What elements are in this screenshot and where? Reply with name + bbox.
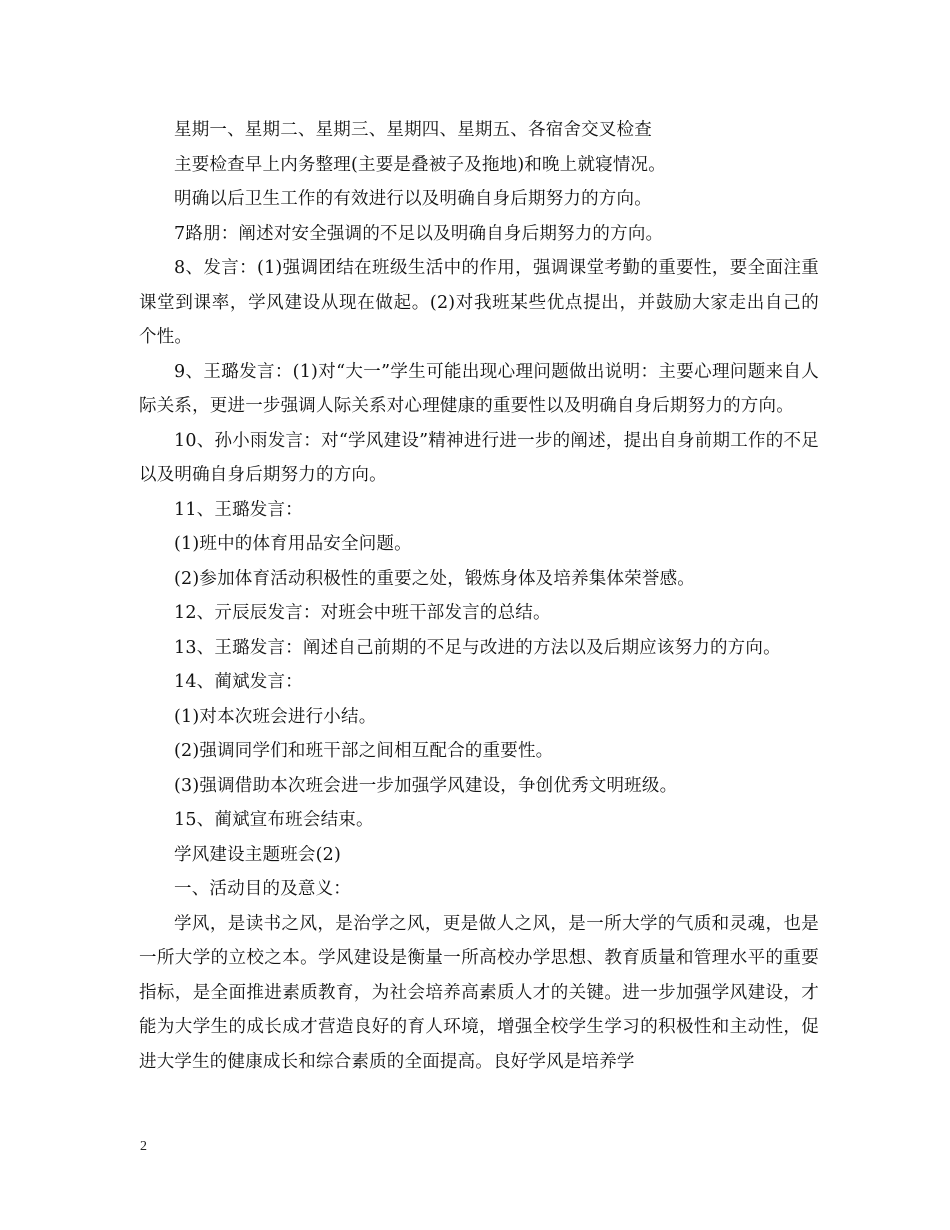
paragraph-item-7: 7路朋：阐述对安全强调的不足以及明确自身后期努力的方向。 <box>174 223 664 244</box>
paragraph-study-style: 学风，是读书之风，是治学之风，更是做人之风，是一所大学的气质和灵魂，也是一所大学的立校之本。学风建设是衡量一所高校办学思想、教育质量和管理水平的重要指标，是全面推进素质教育，为社会培养高素质人才的关键。进一步加强学风建设，才能为大学生的成长成才营造良好的育人环境，增强全校学生学习的积极性和主动性，促进大学生的健康成长和综合素质的全面提高。良好学风是培养学 <box>139 913 819 1072</box>
paragraph-item-13: 13、王璐发言：阐述自己前期的不足与改进的方法以及后期应该努力的方向。 <box>174 637 781 658</box>
paragraph-item-8: 8、发言：(1)强调团结在班级生活中的作用，强调课堂考勤的重要性，要全面注重课堂到课率，学风建设从现在做起。(2)对我班某些优点提出，并鼓励大家走出自己的个性。 <box>139 258 819 347</box>
paragraph-hygiene: 明确以后卫生工作的有效进行以及明确自身后期努力的方向。 <box>174 189 652 209</box>
paragraph-item-15: 15、蔺斌宣布班会结束。 <box>174 810 374 830</box>
paragraph-inspection-days: 星期一、星期二、星期三、星期四、星期五、各宿舍交叉检查 <box>174 120 652 140</box>
paragraph-item-9: 9、王璐发言：(1)对“大一”学生可能出现心理问题做出说明：主要心理问题来自人际关系，更进一步强调人际关系对心理健康的重要性以及明确自身后期努力的方向。 <box>139 361 819 416</box>
subsection-heading: 一、活动目的及意义： <box>174 879 351 899</box>
paragraph-item-14-point-3: (3)强调借助本次班会进一步加强学风建设，争创优秀文明班级。 <box>174 775 678 796</box>
body-text <box>139 113 819 1079</box>
page-number: 2 <box>140 1139 147 1154</box>
paragraph-inspection-content: 主要检查早上内务整理(主要是叠被子及拖地)和晚上就寝情况。 <box>174 154 666 175</box>
paragraph-item-10: 10、孙小雨发言：对“学风建设”精神进行进一步的阐述，提出自身前期工作的不足以及明确自身后期努力的方向。 <box>139 430 819 485</box>
paragraph-item-11-point-1: (1)班中的体育用品安全问题。 <box>174 534 412 554</box>
section-heading: 学风建设主题班会(2) <box>174 844 341 865</box>
paragraph-item-14: 14、蔺斌发言： <box>174 672 303 692</box>
paragraph-item-14-point-2: (2)强调同学们和班干部之间相互配合的重要性。 <box>174 741 554 761</box>
paragraph-item-14-point-1: (1)对本次班会进行小结。 <box>174 706 377 727</box>
paragraph-item-11-point-2: (2)参加体育活动积极性的重要之处，锻炼身体及培养集体荣誉感。 <box>174 568 695 589</box>
paragraph-item-11: 11、王璐发言： <box>174 499 303 520</box>
paragraph-item-12: 12、亓辰辰发言：对班会中班干部发言的总结。 <box>174 603 551 623</box>
